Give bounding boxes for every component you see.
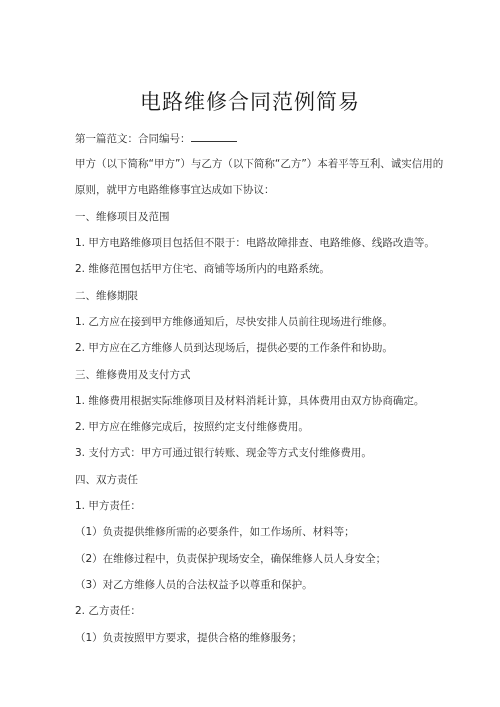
clause-line: 1. 维修费用根据实际维修项目及材料消耗计算，具体费用由双方协商确定。 (75, 395, 425, 407)
contract-number-line (75, 131, 237, 146)
clause-line: 1. 甲方电路维修项目包括但不限于：电路故障排查、电路维修、线路改造等。 (75, 237, 435, 249)
contract-number-label: 第一篇范文：合同编号： (75, 133, 191, 145)
clause-line: 2. 维修范围包括甲方住宅、商铺等场所内的电路系统。 (75, 263, 330, 275)
clause-line: 1. 乙方应在接到甲方维修通知后，尽快安排人员前往现场进行维修。 (75, 316, 393, 328)
sub-clause-line: （1）负责提供维修所需的必要条件，如工作场所、材料等； (75, 526, 355, 538)
clause-line: 3. 支付方式：甲方可通过银行转账、现金等方式支付维修费用。 (75, 447, 372, 459)
section-heading: 四、双方责任 (75, 474, 138, 486)
clause-line: 1. 甲方责任： (75, 500, 141, 512)
paragraph-line: 甲方（以下简称“甲方”）与乙方（以下简称“乙方”）本着平等互利、诚实信用的 (75, 158, 444, 170)
document-title: 电路维修合同范例简易 (140, 90, 360, 114)
sub-clause-line: （2）在维修过程中，负责保护现场安全，确保维修人员人身安全； (75, 553, 387, 565)
clause-line: 2. 甲方应在维修完成后，按照约定支付维修费用。 (75, 421, 309, 433)
section-heading: 二、维修期限 (75, 290, 138, 302)
section-heading: 一、维修项目及范围 (75, 211, 170, 223)
paragraph-line: 原则，就甲方电路维修事宜达成如下协议： (75, 184, 275, 196)
clause-line: 2. 甲方应在乙方维修人员到达现场后，提供必要的工作条件和协助。 (75, 342, 393, 354)
sub-clause-line: （3）对乙方维修人员的合法权益予以尊重和保护。 (75, 579, 313, 591)
contract-number-blank (191, 131, 237, 142)
sub-clause-line: （1）负责按照甲方要求，提供合格的维修服务； (75, 632, 303, 644)
clause-line: 2. 乙方责任： (75, 605, 141, 617)
section-heading: 三、维修费用及支付方式 (75, 369, 191, 381)
